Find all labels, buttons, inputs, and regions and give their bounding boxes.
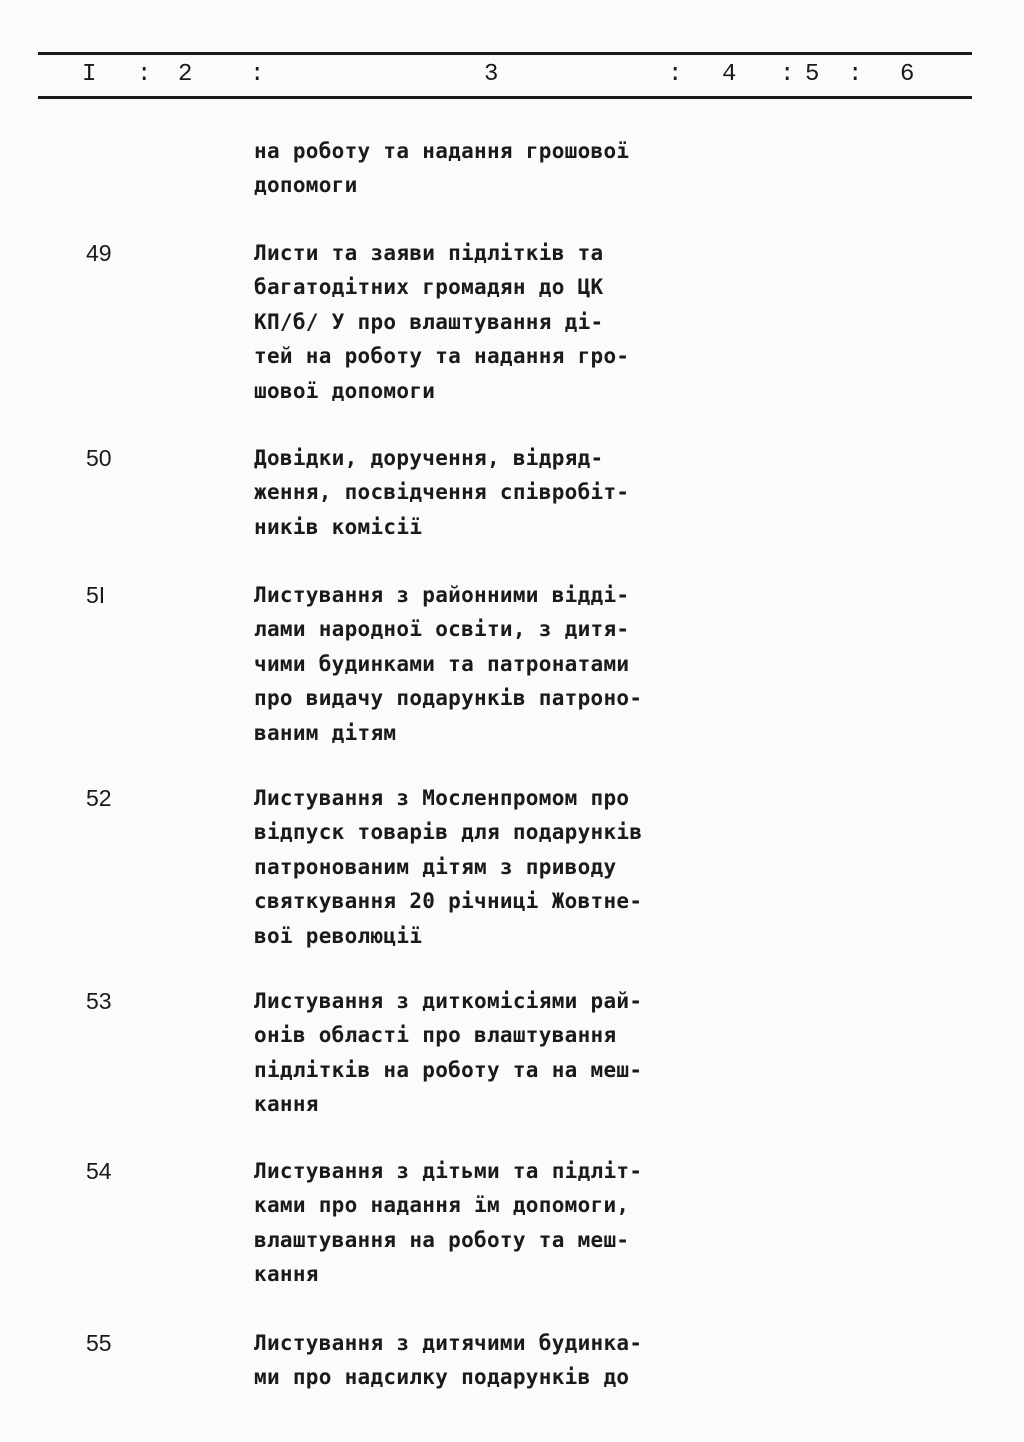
column-header-row bbox=[0, 58, 1024, 92]
entry-number: 49 bbox=[86, 240, 112, 266]
entry-description: Листування з районними відді- лами народної освіти, з дитя- чими будинками та патронатами про видачу подарунків патроно- ваним дітям bbox=[254, 583, 643, 745]
entry-description: Листи та заяви підлітків та багатодітних громадян до ЦК КП/б/ У про влаштування ді- тей на роботу та надання гро- шової допомоги bbox=[254, 241, 630, 403]
header-top-rule bbox=[38, 52, 972, 55]
entry-description: Листування з дитячими будинка- ми про надсилку подарунків до bbox=[254, 1331, 643, 1390]
entry-description: Довідки, доручення, відряд- ження, посвідчення співробіт- ників комісії bbox=[254, 446, 630, 539]
column-3-label: 3 bbox=[484, 61, 499, 88]
entry-description: Листування з диткомісіями рай- онів області про влаштування підлітків на роботу та на меш- кання bbox=[254, 989, 643, 1117]
column-4-label: 4 bbox=[722, 61, 737, 88]
entry-number: 50 bbox=[86, 445, 112, 471]
entry-number: 5I bbox=[86, 582, 106, 608]
entry-description: Листування з Мосленпромом про відпуск товарів для подарунків патронованим дітям з приводу святкування 20 річниці Жовтне- вої революції bbox=[254, 786, 643, 948]
entry-description: Листування з дітьми та підліт- ками про надання їм допомоги, влаштування на роботу та меш- кання bbox=[254, 1159, 643, 1287]
column-5-label: 5 bbox=[805, 61, 820, 88]
column-separator: : bbox=[250, 61, 265, 88]
entry-description: на роботу та надання грошової допомоги bbox=[254, 139, 630, 198]
entry-number: 54 bbox=[86, 1158, 112, 1184]
entry-number: 55 bbox=[86, 1330, 112, 1356]
entry-number: 52 bbox=[86, 785, 112, 811]
column-6-label: 6 bbox=[900, 61, 915, 88]
column-separator: : bbox=[137, 61, 152, 88]
column-separator: : bbox=[668, 61, 683, 88]
column-1-label: I bbox=[82, 61, 97, 88]
column-separator: : bbox=[780, 61, 795, 88]
header-bottom-rule bbox=[38, 96, 972, 99]
column-separator: : bbox=[848, 61, 863, 88]
column-2-label: 2 bbox=[178, 61, 193, 88]
entry-number: 53 bbox=[86, 988, 112, 1014]
